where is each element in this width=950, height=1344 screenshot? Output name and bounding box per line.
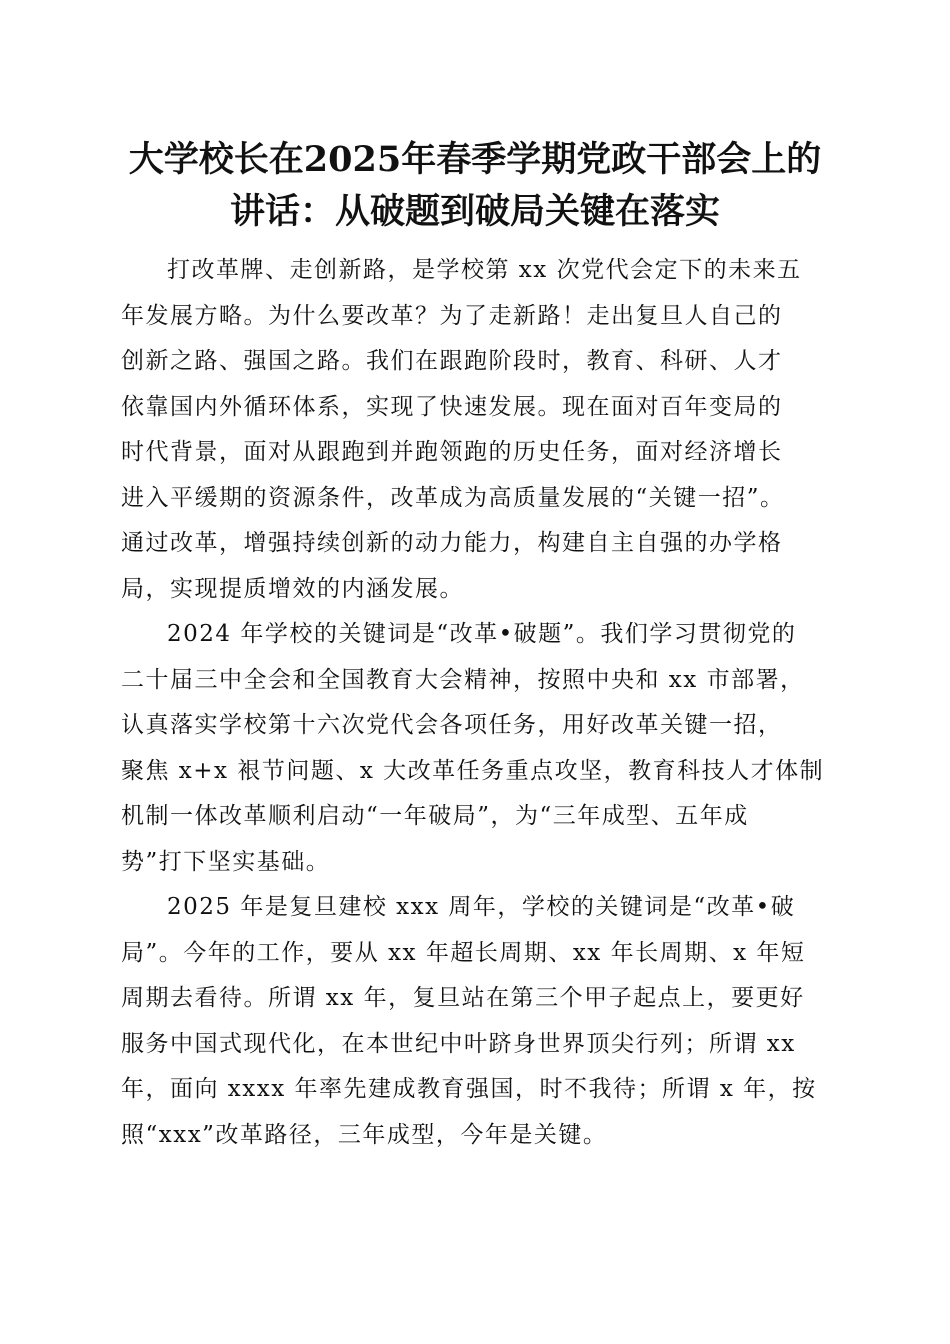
paragraph-3 (121, 885, 831, 1158)
title-line-2: 讲话：从破题到破局关键在落实 (229, 191, 720, 232)
paragraph-line: 照“xxx”改革路径，三年成型，今年是关键。 (121, 1121, 608, 1148)
paragraph-line: 机制一体改革顺利启动“一年破局”，为“三年成型、五年成 (121, 803, 749, 829)
paragraph-line: 二十届三中全会和全国教育大会精神，按照中央和 xx 市部署， (121, 666, 805, 693)
document-title (100, 134, 850, 238)
paragraph-2 (121, 612, 831, 885)
title-line-1: 大学校长在2025年春季学期党政干部会上的 (128, 139, 822, 180)
paragraph-line: 依靠国内外循环体系，实现了快速发展。现在面对百年变局的 (121, 393, 783, 420)
paragraph-line: 局”。今年的工作，要从 xx 年超长周期、xx 年长周期、x 年短 (121, 939, 806, 966)
paragraph-1 (121, 248, 831, 612)
paragraph-line: 服务中国式现代化，在本世纪中叶跻身世界顶尖行列；所谓 xx (121, 1030, 796, 1057)
paragraph-line: 通过改革，增强持续创新的动力能力，构建自主自强的办学格 (121, 530, 783, 556)
paragraph-line: 进入平缓期的资源条件，改革成为高质量发展的“关键一招”。 (121, 484, 785, 511)
paragraph-line: 局，实现提质增效的内涵发展。 (121, 575, 464, 602)
paragraph-line: 年，面向 xxxx 年率先建成教育强国，时不我待；所谓 x 年，按 (121, 1076, 817, 1102)
paragraph-line: 聚焦 x+x 裉节问题、x 大改革任务重点攻坚，教育科技人才体制 (121, 757, 825, 784)
paragraph-line: 打改革牌、走创新路，是学校第 xx 次党代会定下的未来五 (167, 257, 802, 283)
paragraph-line: 势”打下坚实基础。 (121, 848, 331, 875)
paragraph-line: 2024 年学校的关键词是“改革•破题”。我们学习贯彻党的 (167, 621, 797, 647)
paragraph-line: 时代背景，面对从跟跑到并跑领跑的历史任务，面对经济增长 (121, 439, 783, 465)
paragraph-line: 周期去看待。所谓 xx 年，复旦站在第三个甲子起点上，要更好 (121, 985, 805, 1011)
paragraph-line: 年发展方略。为什么要改革？为了走新路！走出复旦人自己的 (121, 302, 783, 329)
paragraph-line: 2025 年是复旦建校 xxx 周年，学校的关键词是“改革•破 (167, 894, 796, 920)
paragraph-line: 创新之路、强国之路。我们在跟跑阶段时，教育、科研、人才 (121, 348, 783, 374)
document-body (121, 248, 831, 1158)
paragraph-line: 认真落实学校第十六次党代会各项任务，用好改革关键一招， (121, 712, 783, 738)
